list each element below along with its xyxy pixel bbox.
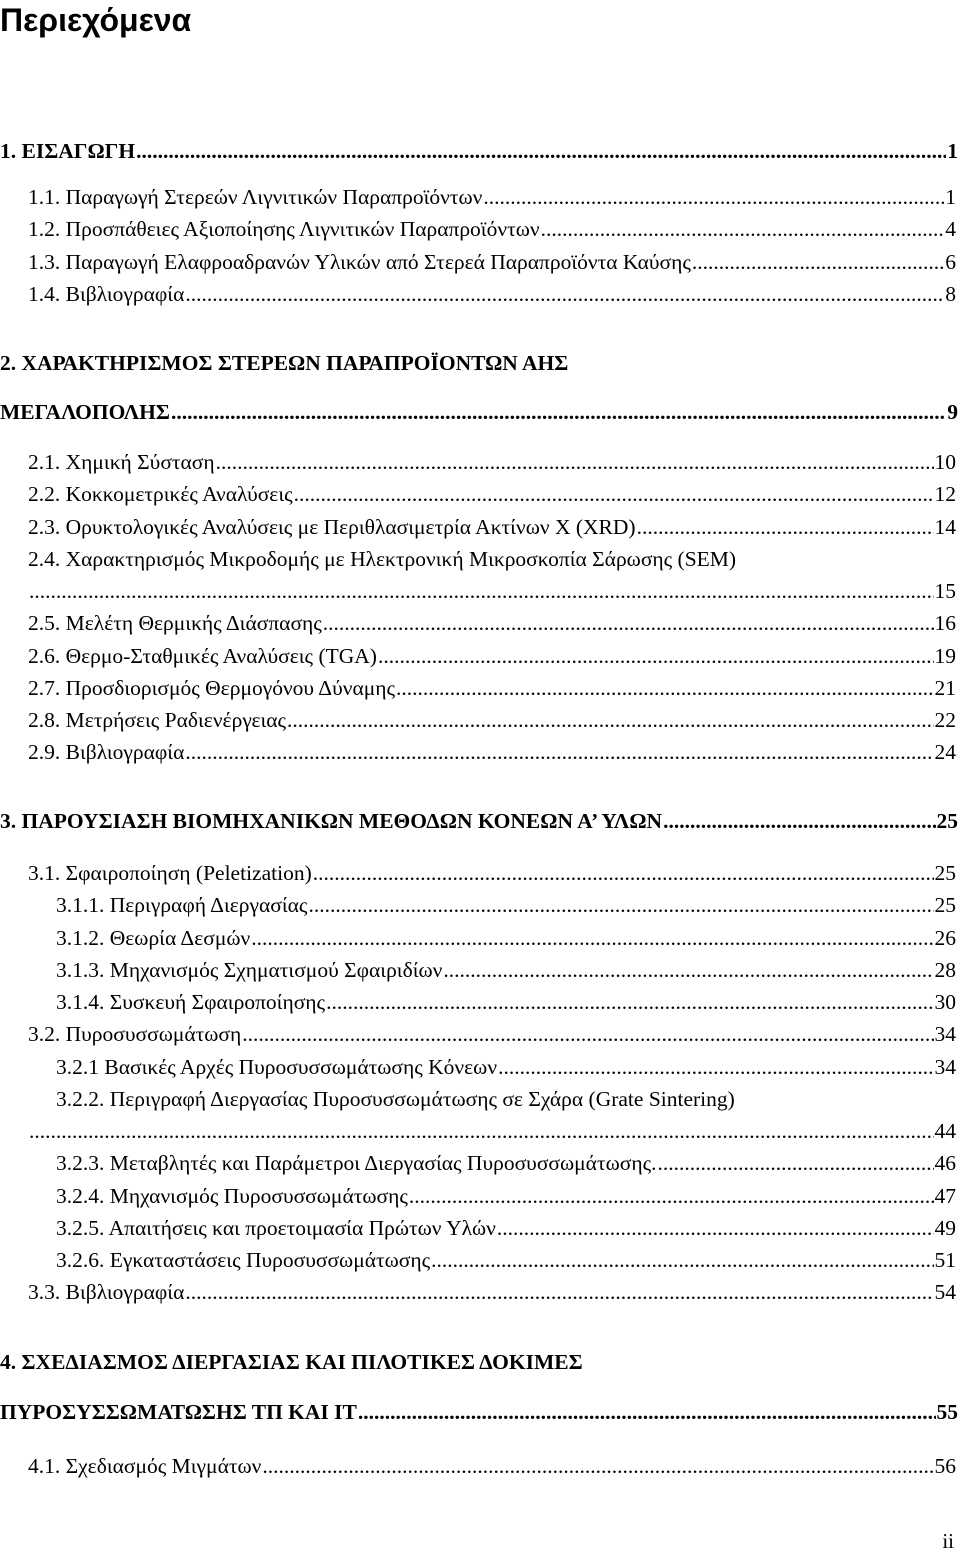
toc-section-entry[interactable] <box>28 1021 956 1047</box>
toc-page-number: 19 <box>934 644 956 668</box>
toc-entry-title: 2.7. Προσδιορισμός Θερμογόνου Δύναμης <box>28 676 396 700</box>
toc-section-entry[interactable] <box>28 449 956 475</box>
toc-page-number: 6 <box>945 250 956 274</box>
toc-page-number: 10 <box>934 450 956 474</box>
toc-dot-leader <box>498 1054 933 1080</box>
toc-page-number: 44 <box>934 1119 956 1143</box>
toc-section-entry[interactable] <box>56 1054 956 1080</box>
toc-section-entry[interactable] <box>28 643 956 669</box>
toc-section-entry[interactable] <box>28 481 956 507</box>
page-title: Περιεχόμενα <box>0 2 192 38</box>
toc-dot-leader <box>409 1183 934 1209</box>
toc-page-number: 8 <box>945 282 956 306</box>
toc-section-entry[interactable] <box>56 1183 956 1209</box>
toc-page-number: 9 <box>947 400 958 424</box>
toc-section-entry[interactable] <box>28 184 956 210</box>
toc-entry-title: 2.4. Χαρακτηρισμός Μικροδομής με Ηλεκτρονική Μικροσκοπία Σάρωσης (SEM) <box>28 547 737 571</box>
toc-dot-leader <box>431 1247 933 1273</box>
toc-dot-leader <box>657 1150 933 1176</box>
toc-section-entry[interactable] <box>28 610 956 636</box>
toc-page-number: 1 <box>945 185 956 209</box>
toc-section-entry[interactable] <box>28 707 956 733</box>
toc-entry-title: 2.1. Χημική Σύσταση <box>28 450 215 474</box>
toc-dot-leader <box>313 860 934 886</box>
toc-page-number: 22 <box>934 708 956 732</box>
toc-dot-leader <box>242 1021 933 1047</box>
toc-section-entry[interactable] <box>56 957 956 983</box>
toc-entry-title: 3.2.6. Εγκαταστάσεις Πυροσυσσωμάτωσης <box>56 1248 431 1272</box>
toc-page-number: 12 <box>934 482 956 506</box>
toc-section-entry[interactable] <box>56 989 956 1015</box>
toc-page-number: 25 <box>934 893 956 917</box>
toc-entry-title: 1.1. Παραγωγή Στερεών Λιγνιτικών Παραπροϊόντων <box>28 185 483 209</box>
toc-entry-title: 1.4. Βιβλιογραφία <box>28 282 185 306</box>
toc-entry-title: 1.3. Παραγωγή Ελαφροαδρανών Υλικών από Στερεά Παραπροϊόντα Καύσης <box>28 250 691 274</box>
toc-dot-leader <box>663 808 935 834</box>
toc-section-entry[interactable] <box>28 514 956 540</box>
toc-section-entry[interactable] <box>56 1086 956 1112</box>
toc-entry-title: 3.3. Βιβλιογραφία <box>28 1280 185 1304</box>
toc-entry-title: 3.2.1 Βασικές Αρχές Πυροσυσσωμάτωσης Κόνεων <box>56 1055 498 1079</box>
toc-dot-leader <box>637 514 934 540</box>
toc-page-number: 51 <box>934 1248 956 1272</box>
toc-page-number: 54 <box>934 1280 956 1304</box>
toc-dot-leader <box>251 925 933 951</box>
toc-entry-title: ΜΕΓΑΛΟΠΟΛΗΣ <box>0 400 170 424</box>
toc-dot-leader <box>262 1453 933 1479</box>
toc-dot-leader <box>29 578 934 604</box>
toc-entry-title: 3.2.3. Μεταβλητές και Παράμετροι Διεργασίας Πυροσυσσωμάτωσης. <box>56 1151 657 1175</box>
toc-page-number: 46 <box>934 1151 956 1175</box>
toc-page-number: 55 <box>936 1400 958 1424</box>
toc-page-number: 21 <box>934 676 956 700</box>
toc-page-number: 30 <box>934 990 956 1014</box>
toc-page-number: 4 <box>945 217 956 241</box>
toc-entry-title: 3.2.4. Μηχανισμός Πυροσυσσωμάτωσης <box>56 1184 408 1208</box>
toc-entry-title: 1. ΕΙΣΑΓΩΓΗ <box>0 139 136 163</box>
toc-dot-leader <box>185 281 944 307</box>
toc-dot-leader <box>396 675 933 701</box>
toc-entry-title: 1.2. Προσπάθειες Αξιοποίησης Λιγνιτικών Παραπροϊόντων <box>28 217 540 241</box>
toc-dot-leader <box>483 184 944 210</box>
toc-entry-title: 3.2.5. Απαιτήσεις και προετοιμασία Πρώτων Υλών <box>56 1216 496 1240</box>
toc-entry-title: 4.1. Σχεδιασμός Μιγμάτων <box>28 1454 262 1478</box>
toc-section-entry[interactable] <box>28 546 956 572</box>
toc-section-entry[interactable] <box>28 578 956 604</box>
toc-dot-leader <box>541 216 945 242</box>
toc-page-number: 24 <box>934 740 956 764</box>
toc-chapter-entry[interactable] <box>0 138 958 164</box>
toc-chapter-entry[interactable] <box>0 350 958 376</box>
page-number: ii <box>942 1529 954 1553</box>
toc-dot-leader <box>294 481 934 507</box>
toc-entry-title: 3.1. Σφαιροποίηση (Peletization) <box>28 861 312 885</box>
toc-entry-title: 3.1.4. Συσκευή Σφαιροποίησης <box>56 990 326 1014</box>
toc-entry-title: 3. ΠΑΡΟΥΣΙΑΣΗ ΒΙΟΜΗΧΑΝΙΚΩΝ ΜΕΘΟΔΩΝ ΚΟΝΕΩΝ Α’ ΥΛΩΝ <box>0 809 663 833</box>
toc-chapter-entry[interactable] <box>0 399 958 425</box>
toc-entry-title: ΠΥΡΟΣΥΣΣΩΜΑΤΩΣΗΣ ΤΠ ΚΑΙ ΙΤ <box>0 1400 357 1424</box>
toc-page-number: 25 <box>934 861 956 885</box>
toc-section-entry[interactable] <box>28 1453 956 1479</box>
toc-entry-title: 2.8. Μετρήσεις Ραδιενέργειας <box>28 708 287 732</box>
toc-page-number: 15 <box>934 579 956 603</box>
toc-chapter-entry[interactable] <box>0 808 958 834</box>
toc-page-number: 47 <box>934 1184 956 1208</box>
toc-dot-leader <box>29 1118 934 1144</box>
toc-section-entry[interactable] <box>28 1118 956 1144</box>
toc-entry-title: 2.3. Ορυκτολογικές Αναλύσεις με Περιθλασιμετρία Ακτίνων Χ (XRD) <box>28 515 636 539</box>
toc-dot-leader <box>185 739 933 765</box>
toc-section-entry[interactable] <box>56 1247 956 1273</box>
toc-section-entry[interactable] <box>28 675 956 701</box>
toc-section-entry[interactable] <box>56 1215 956 1241</box>
toc-entry-title: 3.1.2. Θεωρία Δεσμών <box>56 926 251 950</box>
toc-entry-title: 3.1.1. Περιγραφή Διεργασίας <box>56 893 308 917</box>
toc-page-number: 25 <box>936 809 958 833</box>
toc-entry-title: 2. ΧΑΡΑΚΤΗΡΙΣΜΟΣ ΣΤΕΡΕΩΝ ΠΑΡΑΠΡΟΪΟΝΤΩΝ ΑΗΣ <box>0 351 569 375</box>
toc-dot-leader <box>378 643 934 669</box>
toc-section-entry[interactable] <box>28 1279 956 1305</box>
toc-entry-title: 3.1.3. Μηχανισμός Σχηματισμού Σφαιριδίων <box>56 958 443 982</box>
toc-page-number: 26 <box>934 926 956 950</box>
toc-entry-title: 2.9. Βιβλιογραφία <box>28 740 185 764</box>
toc-entry-title: 3.2. Πυροσυσσωμάτωση <box>28 1022 242 1046</box>
toc-entry-title: 2.5. Μελέτη Θερμικής Διάσπασης <box>28 611 322 635</box>
toc-page-number: 28 <box>934 958 956 982</box>
toc-dot-leader <box>326 989 933 1015</box>
toc-section-entry[interactable] <box>28 739 956 765</box>
toc-dot-leader <box>358 1399 936 1425</box>
toc-page-number: 34 <box>934 1022 956 1046</box>
toc-dot-leader <box>497 1215 934 1241</box>
toc-dot-leader <box>136 138 946 164</box>
toc-page-number: 34 <box>934 1055 956 1079</box>
toc-section-entry[interactable] <box>28 281 956 307</box>
toc-dot-leader <box>692 249 944 275</box>
toc-section-entry[interactable] <box>56 1150 956 1176</box>
toc-dot-leader <box>443 957 933 983</box>
toc-chapter-entry[interactable] <box>0 1349 958 1375</box>
toc-page-number: 16 <box>934 611 956 635</box>
toc-entry-title: 3.2.2. Περιγραφή Διεργασίας Πυροσυσσωμάτωσης σε Σχάρα (Grate Sintering) <box>56 1087 735 1111</box>
toc-page-number: 49 <box>934 1216 956 1240</box>
toc-section-entry[interactable] <box>56 892 956 918</box>
toc-page-number: 1 <box>947 139 958 163</box>
toc-section-entry[interactable] <box>28 860 956 886</box>
toc-dot-leader <box>308 892 933 918</box>
toc-dot-leader <box>171 399 946 425</box>
toc-entry-title: 2.2. Κοκκομετρικές Αναλύσεις <box>28 482 293 506</box>
toc-dot-leader <box>287 707 933 733</box>
toc-entry-title: 4. ΣΧΕΔΙΑΣΜΟΣ ΔΙΕΡΓΑΣΙΑΣ ΚΑΙ ΠΙΛΟΤΙΚΕΣ ΔΟΚΙΜΕΣ <box>0 1350 583 1374</box>
toc-page-number: 56 <box>934 1454 956 1478</box>
toc-entry-title: 2.6. Θερμο-Σταθμικές Αναλύσεις (TGA) <box>28 644 377 668</box>
toc-section-entry[interactable] <box>28 249 956 275</box>
toc-dot-leader <box>185 1279 933 1305</box>
toc-dot-leader <box>323 610 934 636</box>
toc-section-entry[interactable] <box>56 925 956 951</box>
toc-page-number: 14 <box>934 515 956 539</box>
toc-chapter-entry[interactable] <box>0 1399 958 1425</box>
toc-dot-leader <box>216 449 934 475</box>
toc-section-entry[interactable] <box>28 216 956 242</box>
